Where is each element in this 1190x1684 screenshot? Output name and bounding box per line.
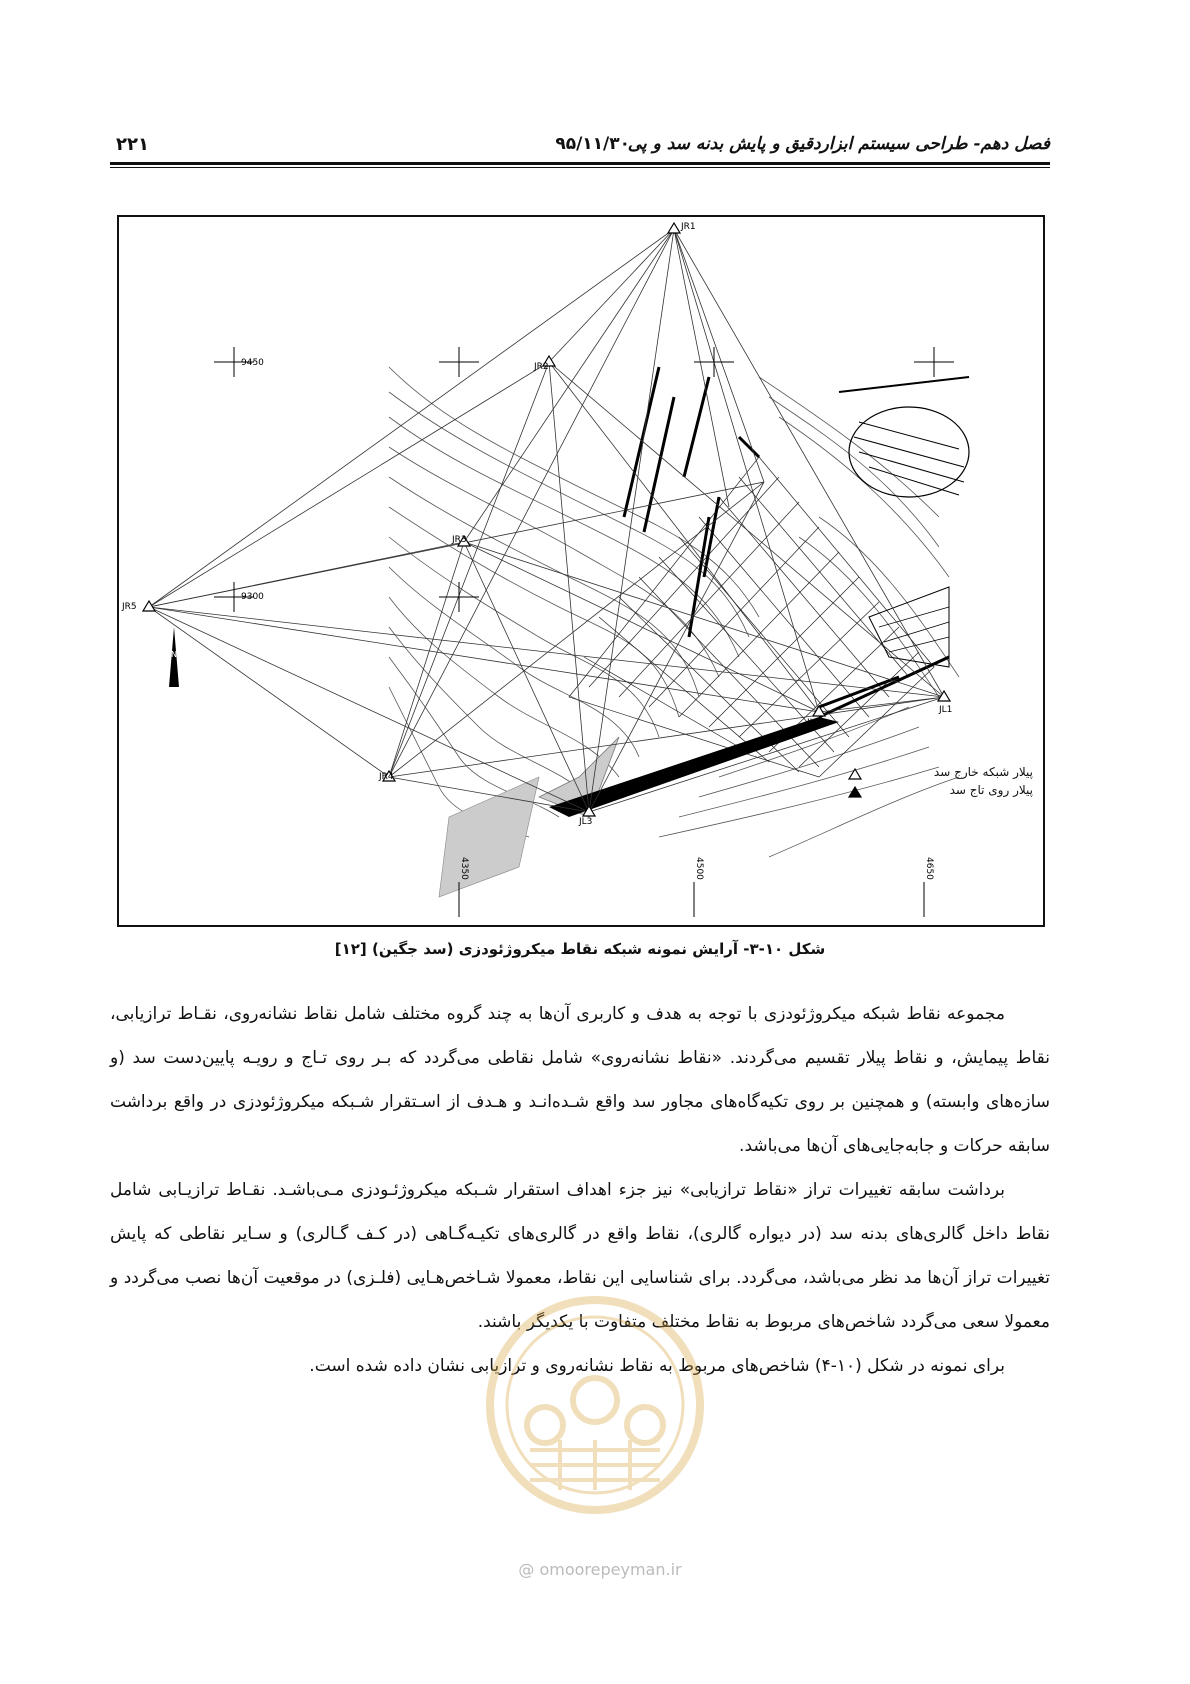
grid-label-9300: 9300 [241, 592, 264, 602]
grid-label-4650: 4650 [924, 857, 934, 880]
paragraph-1: مجموعه نقاط شبکه میکروژئودزی با توجه به هدف و کاربری آن‌ها به چند گروه مختلف شامل نقاط نشانه‌روی، نقـاط ترازیابی، نقاط پیمایش، و نقاط پیلار تقسیم می‌گردند. «نقاط نشانه‌روی» شامل نقاطی می‌گردد که بـر روی تـاج و رویـه پایین‌دست سد (و سازه‌های وابسته) و همچنین بر روی تکیه‌گاه‌های مجاور سد واقع شـده‌انـد و هـدف از اسـتقرار شـبکه میکروژئودزی در واقع برداشت سابقه حرکات و جابه‌جایی‌های آن‌ها می‌باشد. [110, 1004, 1050, 1156]
station-jl2-label: JL2 [807, 718, 821, 728]
paragraph-3: برای نمونه در شکل (۱۰-۴) شاخص‌های مربوط به نقاط نشانه‌روی و ترازیابی نشان داده شده است. [309, 1356, 1005, 1376]
watermark-logo-icon [480, 1290, 710, 1520]
legend-symbols [849, 769, 861, 797]
station-jl1-label: JL1 [939, 705, 953, 715]
station-jr1-marker [668, 223, 680, 233]
grid-label-4500: 4500 [694, 857, 704, 880]
grid-label-4350: 4350 [459, 857, 469, 880]
legend-crest-pillar: پیلار روی تاج سد [949, 783, 1033, 797]
station-jr2-label: JR2 [534, 362, 549, 372]
grid-label-9450: 9450 [241, 358, 264, 368]
header-rule-thick [110, 162, 1050, 165]
paragraph-2: برداشت سابقه تغییرات تراز «نقاط ترازیابی» نیز جزء اهداف استقرار شـبکه میکروژئـودزی مـی‌باشـد. نقـاط ترازیـابی شامل نقاط داخل گالری‌های بدنه سد (در دیواره گالری)، نقاط واقع در گالری‌های تکیـه‌گـاهی (در کـف گـالری) و سـایر نقاطی که پایش تغییرات تراز آن‌ها مد نظر می‌باشد، می‌گردد. برای شناسایی این نقاط، معمولا شـاخص‌هـایی (فلـزی) در موقعیت آن‌ها نصب می‌گردد و معمولا سعی می‌گردد شاخص‌های مربوط به نقاط مختلف متفاوت با یکدیگر باشند. [110, 1180, 1050, 1332]
page-number: ۲۲۱ [116, 134, 149, 155]
north-arrow-icon [169, 627, 179, 687]
structures [624, 367, 949, 717]
station-jr5-label: JR5 [122, 602, 137, 612]
north-label: N [171, 650, 177, 659]
station-jr1-label: JR1 [681, 222, 696, 232]
figure-caption: شکل ۱۰-۳- آرایش نمونه شبکه نقاط میکروژئودزی (سد جگین) [۱۲] [334, 940, 826, 958]
header-date: ۹۵/۱۱/۳۰ [555, 134, 630, 154]
legend-outer-pillar: پیلار شبکه خارج سد [933, 765, 1033, 779]
grid-crosses [214, 347, 954, 612]
watermark-url-text: omoorepeyman.ir [539, 1560, 682, 1579]
header-rule-thin [110, 167, 1050, 168]
chapter-title: فصل دهم- طراحی سیستم ابزاردقیق و پایش بدنه سد و پی [627, 134, 1050, 154]
station-jl3-label: JL3 [579, 817, 593, 827]
watermark-url: @ omoorepeyman.ir [518, 1560, 682, 1579]
outer-pillar-symbol-icon [849, 769, 861, 779]
station-jr4-label: JR4 [379, 772, 394, 782]
bottom-grid-ticks [459, 882, 924, 917]
network-map [119, 217, 1043, 925]
station-markers [143, 223, 953, 816]
reservoir-hatch [439, 377, 969, 897]
station-jr3-label: JR3 [452, 535, 467, 545]
network-figure [117, 215, 1045, 927]
